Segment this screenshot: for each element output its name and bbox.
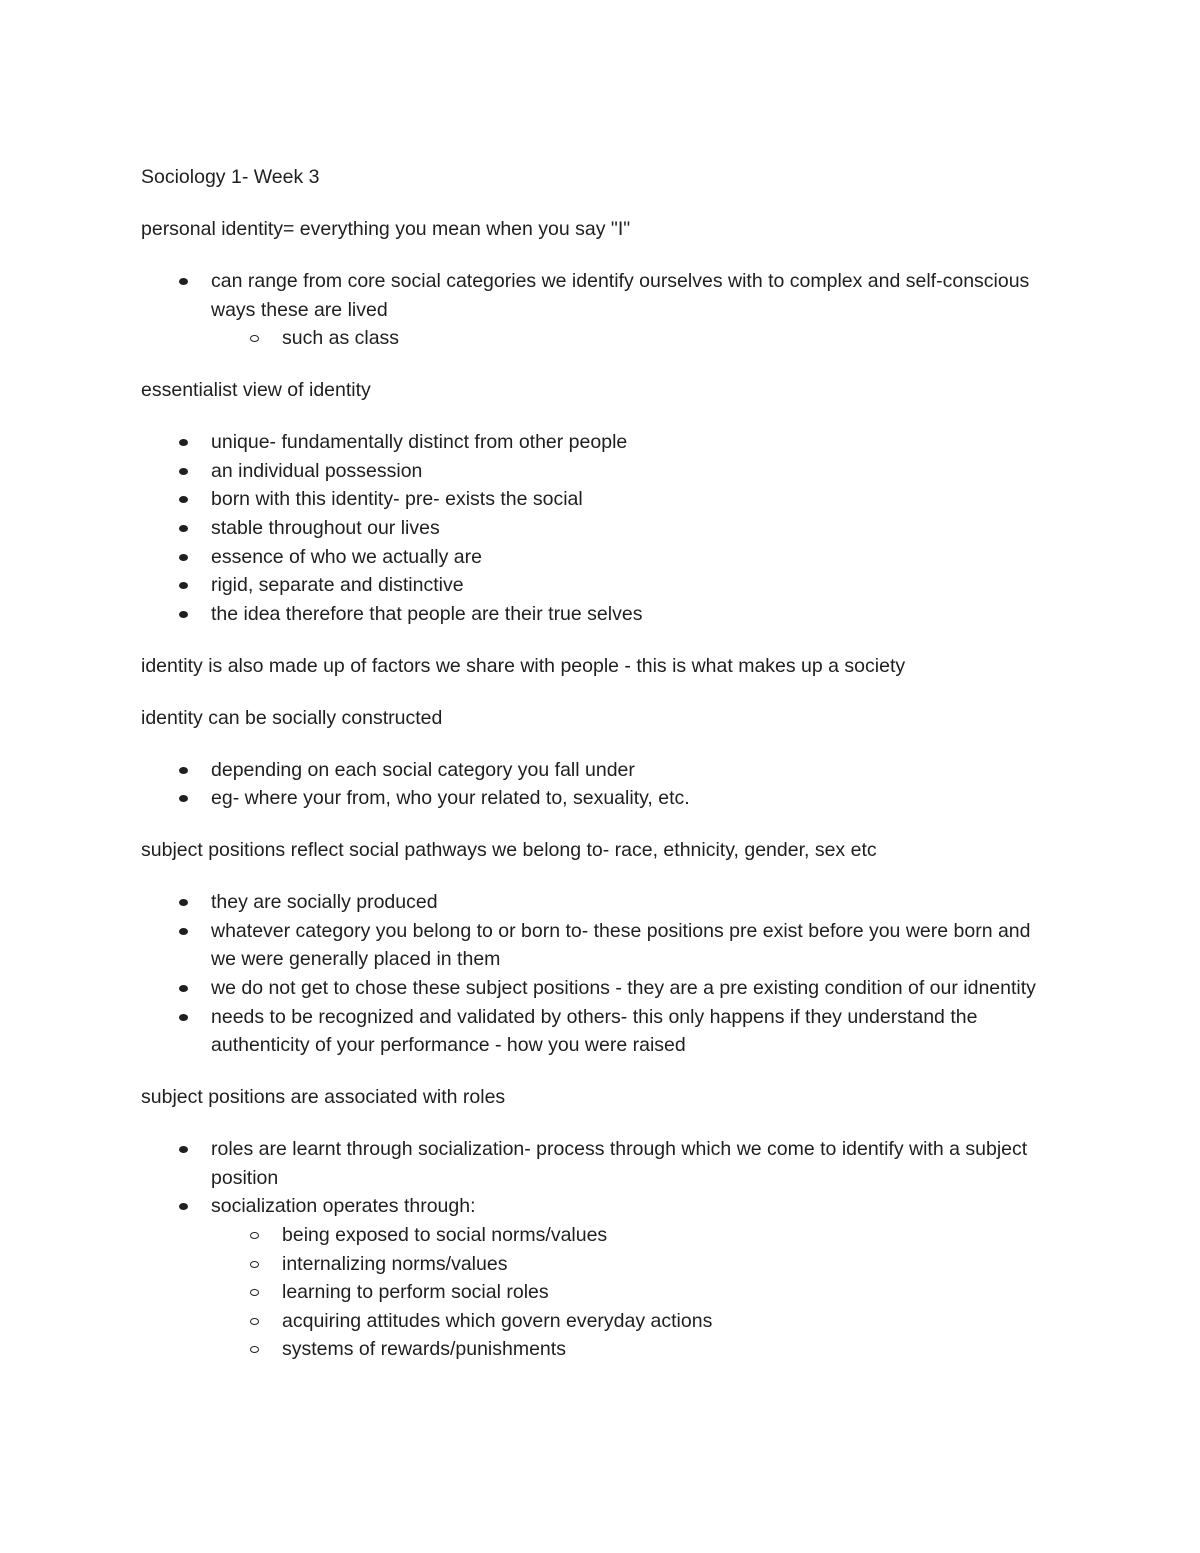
section-heading: subject positions are associated with roles <box>141 1086 506 1109</box>
sub-list-item: internalizing norms/values <box>282 1250 1051 1279</box>
bullet-list <box>141 756 1051 813</box>
sub-list-item: such as class <box>282 324 1051 353</box>
list-item <box>211 267 1051 353</box>
sub-list-item: acquiring attitudes which govern everyday actions <box>282 1307 1051 1336</box>
list-item: whatever category you belong to or born to- these positions pre exist before you were born and we were generally placed in them <box>211 917 1051 974</box>
list-item: stable throughout our lives <box>211 514 1051 543</box>
list-item-text: can range from core social categories we identify ourselves with to complex and self-conscious ways these are lived <box>211 269 1030 321</box>
section-heading: personal identity= everything you mean when you say "I" <box>141 217 631 240</box>
list-item: they are socially produced <box>211 888 1051 917</box>
list-item-text: socialization operates through: <box>211 1195 476 1218</box>
sub-list-item: being exposed to social norms/values <box>282 1221 1051 1250</box>
sub-bullet-list <box>211 1221 1051 1364</box>
section-heading: identity can be socially constructed <box>141 706 443 729</box>
section-heading: identity is also made up of factors we share with people - this is what makes up a society <box>141 654 906 677</box>
bullet-list <box>141 428 1051 628</box>
list-item: we do not get to chose these subject positions - they are a pre existing condition of our idnentity <box>211 974 1051 1003</box>
document-title: Sociology 1- Week 3 <box>141 166 320 188</box>
list-item: needs to be recognized and validated by others- this only happens if they understand the authenticity of your performance - how you were raised <box>211 1003 1051 1060</box>
sub-list-item: learning to perform social roles <box>282 1278 1051 1307</box>
list-item: eg- where your from, who your related to, sexuality, etc. <box>211 784 1051 813</box>
sub-list-item: systems of rewards/punishments <box>282 1335 1051 1364</box>
bullet-list <box>141 267 1051 353</box>
list-item: unique- fundamentally distinct from other people <box>211 428 1051 457</box>
document-page <box>141 163 1051 1387</box>
list-item: depending on each social category you fall under <box>211 756 1051 785</box>
list-item: born with this identity- pre- exists the social <box>211 485 1051 514</box>
list-item <box>211 1192 1051 1364</box>
bullet-list <box>141 1135 1051 1364</box>
list-item: rigid, separate and distinctive <box>211 571 1051 600</box>
bullet-list <box>141 888 1051 1060</box>
section-heading: subject positions reflect social pathways we belong to- race, ethnicity, gender, sex etc <box>141 839 877 862</box>
list-item: an individual possession <box>211 457 1051 486</box>
list-item: roles are learnt through socialization- process through which we come to identify with a subject position <box>211 1135 1051 1192</box>
sub-bullet-list <box>211 324 1051 353</box>
list-item: essence of who we actually are <box>211 543 1051 572</box>
list-item: the idea therefore that people are their true selves <box>211 600 1051 629</box>
section-heading: essentialist view of identity <box>141 379 371 402</box>
